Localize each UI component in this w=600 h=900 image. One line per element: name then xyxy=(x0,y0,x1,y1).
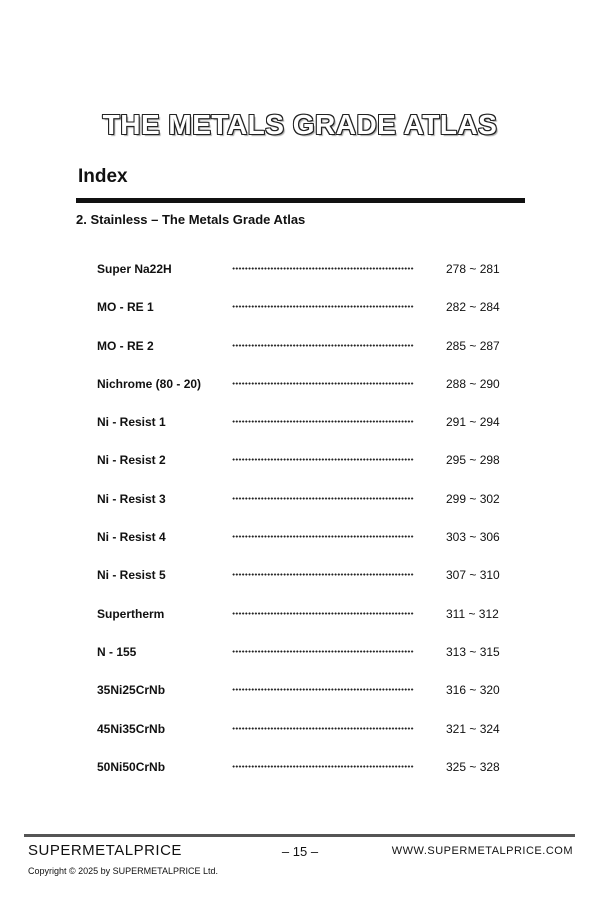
footer-brand: SUPERMETALPRICE xyxy=(28,842,182,859)
entry-pages: 282 ~ 284 xyxy=(446,300,500,315)
dot-leader xyxy=(232,382,414,385)
index-entry xyxy=(0,262,600,300)
entry-pages: 311 ~ 312 xyxy=(446,606,499,621)
entry-name: Ni - Resist 1 xyxy=(97,415,166,430)
heading-divider xyxy=(76,198,525,203)
dot-leader xyxy=(232,727,414,730)
dot-leader xyxy=(232,765,414,768)
section-title: 2. Stainless – The Metals Grade Atlas xyxy=(76,212,306,227)
entry-name: MO - RE 2 xyxy=(97,338,154,353)
index-entry xyxy=(0,339,600,377)
entry-pages: 321 ~ 324 xyxy=(446,721,500,736)
index-entry xyxy=(0,377,600,415)
entry-pages: 307 ~ 310 xyxy=(446,568,500,583)
entry-name: 45Ni35CrNb xyxy=(97,721,166,736)
entry-pages: 325 ~ 328 xyxy=(446,759,500,774)
dot-leader xyxy=(232,458,414,461)
index-entry xyxy=(0,568,600,606)
entry-name: Supertherm xyxy=(97,606,165,621)
entry-name: N - 155 xyxy=(97,644,137,659)
entry-pages: 288 ~ 290 xyxy=(446,376,500,391)
dot-leader xyxy=(232,344,414,347)
entry-name: Ni - Resist 2 xyxy=(97,453,166,468)
index-heading: Index xyxy=(78,166,128,187)
entry-name: Ni - Resist 3 xyxy=(97,491,166,506)
dot-leader xyxy=(232,535,414,538)
entry-name: Ni - Resist 4 xyxy=(97,530,166,545)
index-entry xyxy=(0,453,600,491)
page-title: THE METALS GRADE ATLAS xyxy=(102,109,498,140)
entry-pages: 299 ~ 302 xyxy=(446,491,500,506)
copyright-notice: Copyright © 2025 by SUPERMETALPRICE Ltd. xyxy=(28,866,219,876)
entry-pages: 285 ~ 287 xyxy=(446,338,500,353)
index-entry xyxy=(0,607,600,645)
entry-name: Nichrome (80 - 20) xyxy=(97,376,202,391)
entry-pages: 291 ~ 294 xyxy=(446,415,500,430)
dot-leader xyxy=(232,267,414,270)
entry-pages: 278 ~ 281 xyxy=(446,262,500,276)
entry-pages: 303 ~ 306 xyxy=(446,530,500,545)
footer-url: WWW.SUPERMETALPRICE.COM xyxy=(391,845,573,857)
page-number: – 15 – xyxy=(281,844,319,859)
entry-pages: 295 ~ 298 xyxy=(446,453,500,468)
index-entry xyxy=(0,492,600,530)
index-entry xyxy=(0,722,600,760)
dot-leader xyxy=(232,688,414,691)
index-entry xyxy=(0,760,600,798)
index-entry xyxy=(0,530,600,568)
dot-leader xyxy=(232,650,414,653)
entry-name: 35Ni25CrNb xyxy=(97,683,166,698)
entry-name: MO - RE 1 xyxy=(97,300,154,315)
entry-name: Super Na22H xyxy=(97,262,172,276)
entry-pages: 313 ~ 315 xyxy=(446,644,500,659)
index-entries xyxy=(0,262,600,798)
footer-divider xyxy=(24,834,575,837)
index-entry xyxy=(0,683,600,721)
dot-leader xyxy=(232,420,414,423)
dot-leader xyxy=(232,305,414,308)
index-entry xyxy=(0,300,600,338)
index-entry xyxy=(0,415,600,453)
dot-leader xyxy=(232,497,414,500)
dot-leader xyxy=(232,573,414,576)
index-entry xyxy=(0,645,600,683)
entry-pages: 316 ~ 320 xyxy=(446,683,500,698)
dot-leader xyxy=(232,612,414,615)
entry-name: Ni - Resist 5 xyxy=(97,568,166,583)
entry-name: 50Ni50CrNb xyxy=(97,759,166,774)
